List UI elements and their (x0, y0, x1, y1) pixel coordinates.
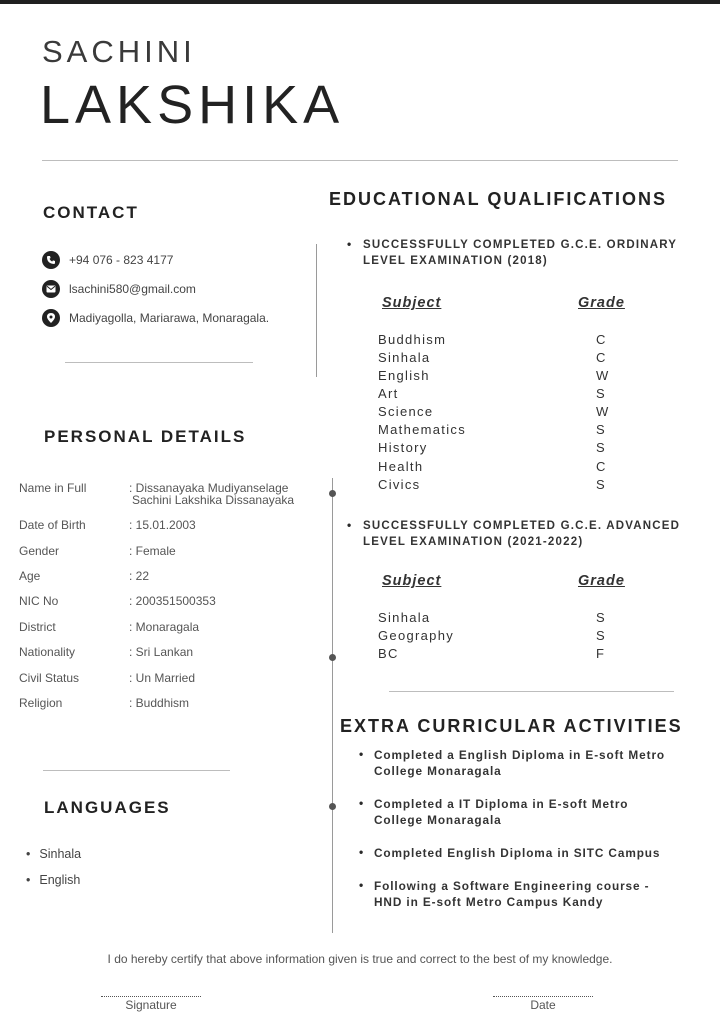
ol-subject: Science (378, 404, 434, 419)
activity-item (359, 796, 628, 828)
bullet: • (347, 237, 352, 251)
detail-label: Gender (19, 544, 60, 558)
ol-subject: Health (378, 459, 424, 474)
signature-label: Signature (125, 998, 177, 1012)
detail-label: Religion (19, 696, 63, 710)
ol-grade-header: Grade (578, 295, 625, 311)
al-title-line1: SUCCESSFULLY COMPLETED G.C.E. ADVANCED (363, 520, 681, 532)
detail-label: District (19, 620, 56, 634)
al-grade: S (596, 628, 606, 643)
date-label: Date (530, 998, 556, 1012)
ol-subject: Sinhala (378, 350, 431, 365)
activity-item (359, 845, 660, 861)
personal-details-heading: PERSONAL DETAILS (44, 427, 247, 446)
activity-line1: Completed a IT Diploma in E-soft Metro (374, 797, 629, 811)
location-pin-icon (42, 309, 60, 327)
activity-item (359, 747, 665, 779)
declaration-text: I do hereby certify that above information given is true and correct to the best of my knowledge. (107, 952, 613, 966)
ol-subject: History (378, 440, 428, 455)
timeline-vertical-line (332, 478, 333, 933)
ol-subject-header: Subject (382, 295, 442, 311)
signature-line (101, 996, 201, 997)
ol-grade: W (596, 404, 610, 419)
bullet: • (359, 878, 364, 892)
detail-label: Civil Status (19, 671, 80, 685)
ol-title-line1: SUCCESSFULLY COMPLETED G.C.E. ORDINARY (363, 239, 678, 251)
email-icon (42, 280, 60, 298)
al-title-line2: LEVEL EXAMINATION (2021-2022) (363, 536, 584, 548)
personal-divider (43, 770, 230, 771)
ol-grade: S (596, 386, 606, 401)
education-divider (389, 691, 674, 692)
contact-email (42, 280, 196, 298)
timeline-dot (329, 490, 336, 497)
detail-row-civil-status (19, 672, 319, 684)
detail-value: : 200351500353 (129, 594, 216, 608)
bullet: • (359, 796, 364, 810)
ol-subject: Civics (378, 477, 421, 492)
first-name: SACHINI (42, 34, 196, 69)
ol-subject: English (378, 368, 430, 383)
bullet: • (359, 845, 364, 859)
al-grade-header: Grade (578, 573, 625, 589)
detail-row-dob (19, 519, 319, 531)
activity-line2: College Monaragala (374, 813, 502, 827)
language-item: • English (26, 873, 80, 887)
activity-line2: College Monaragala (374, 764, 502, 778)
al-grade: S (596, 610, 606, 625)
detail-value: : Female (129, 544, 176, 558)
contact-address (42, 309, 269, 327)
al-qualification (347, 518, 680, 550)
detail-label: Age (19, 569, 41, 583)
detail-row-nationality (19, 646, 319, 658)
detail-row-name (19, 482, 319, 506)
detail-label: Name in Full (19, 481, 87, 495)
extra-curricular-heading: EXTRA CURRICULAR ACTIVITIES (340, 716, 683, 736)
contact-heading: CONTACT (43, 203, 139, 222)
detail-value (129, 482, 319, 506)
bullet: • (347, 518, 352, 532)
header-divider (42, 160, 678, 161)
detail-value: : 15.01.2003 (129, 518, 196, 532)
timeline-dot (329, 803, 336, 810)
contact-phone (42, 251, 173, 269)
ol-subject: Mathematics (378, 422, 466, 437)
date-line (493, 996, 593, 997)
education-heading: EDUCATIONAL QUALIFICATIONS (329, 189, 667, 209)
ol-subject: Buddhism (378, 332, 447, 347)
detail-value-line2: Sachini Lakshika Dissanayaka (132, 493, 295, 507)
activity-line2: HND in E-soft Metro Campus Kandy (374, 895, 604, 909)
detail-row-district (19, 621, 319, 633)
detail-row-nic (19, 595, 319, 607)
ol-title-line2: LEVEL EXAMINATION (2018) (363, 255, 548, 267)
detail-label: NIC No (19, 594, 59, 608)
timeline-dot (329, 654, 336, 661)
detail-row-religion (19, 697, 319, 709)
al-subject: BC (378, 646, 399, 661)
detail-value: : Un Married (129, 671, 196, 685)
ol-grade: W (596, 368, 610, 383)
detail-value-line1: : Dissanayaka Mudiyanselage (129, 481, 289, 495)
detail-value: : Buddhism (129, 696, 190, 710)
detail-label: Nationality (19, 645, 76, 659)
ol-grade: C (596, 459, 607, 474)
ol-subject: Art (378, 386, 399, 401)
language-item: • Sinhala (26, 847, 81, 861)
activity-line1: Completed English Diploma in SITC Campus (374, 846, 661, 860)
contact-vertical-line (316, 244, 317, 377)
address: Madiyagolla, Mariarawa, Monaragala. (69, 311, 270, 325)
top-border-bar (0, 0, 720, 4)
ol-grade: S (596, 440, 606, 455)
ol-grade: C (596, 350, 607, 365)
phone-icon (42, 251, 60, 269)
detail-value: : Sri Lankan (129, 645, 194, 659)
al-subject-header: Subject (382, 573, 442, 589)
phone-number: +94 076 - 823 4177 (69, 253, 174, 267)
languages-heading: LANGUAGES (44, 798, 171, 817)
detail-row-gender (19, 545, 319, 557)
al-subject: Sinhala (378, 610, 431, 625)
ol-qualification (347, 237, 677, 269)
bullet: • (359, 747, 364, 761)
activity-line1: Completed a English Diploma in E-soft Metro (374, 748, 666, 762)
al-grade: F (596, 646, 605, 661)
al-subject: Geography (378, 628, 455, 643)
last-name: LAKSHIKA (40, 75, 345, 135)
detail-label: Date of Birth (19, 518, 86, 532)
detail-value: : Monaragala (129, 620, 200, 634)
ol-grade: S (596, 422, 606, 437)
contact-divider (65, 362, 253, 363)
detail-row-age (19, 570, 319, 582)
ol-grade: S (596, 477, 606, 492)
ol-grade: C (596, 332, 607, 347)
activity-line1: Following a Software Engineering course - (374, 879, 650, 893)
detail-value: : 22 (129, 569, 150, 583)
email-address[interactable]: lsachini580@gmail.com (69, 282, 196, 296)
activity-item (359, 878, 650, 910)
